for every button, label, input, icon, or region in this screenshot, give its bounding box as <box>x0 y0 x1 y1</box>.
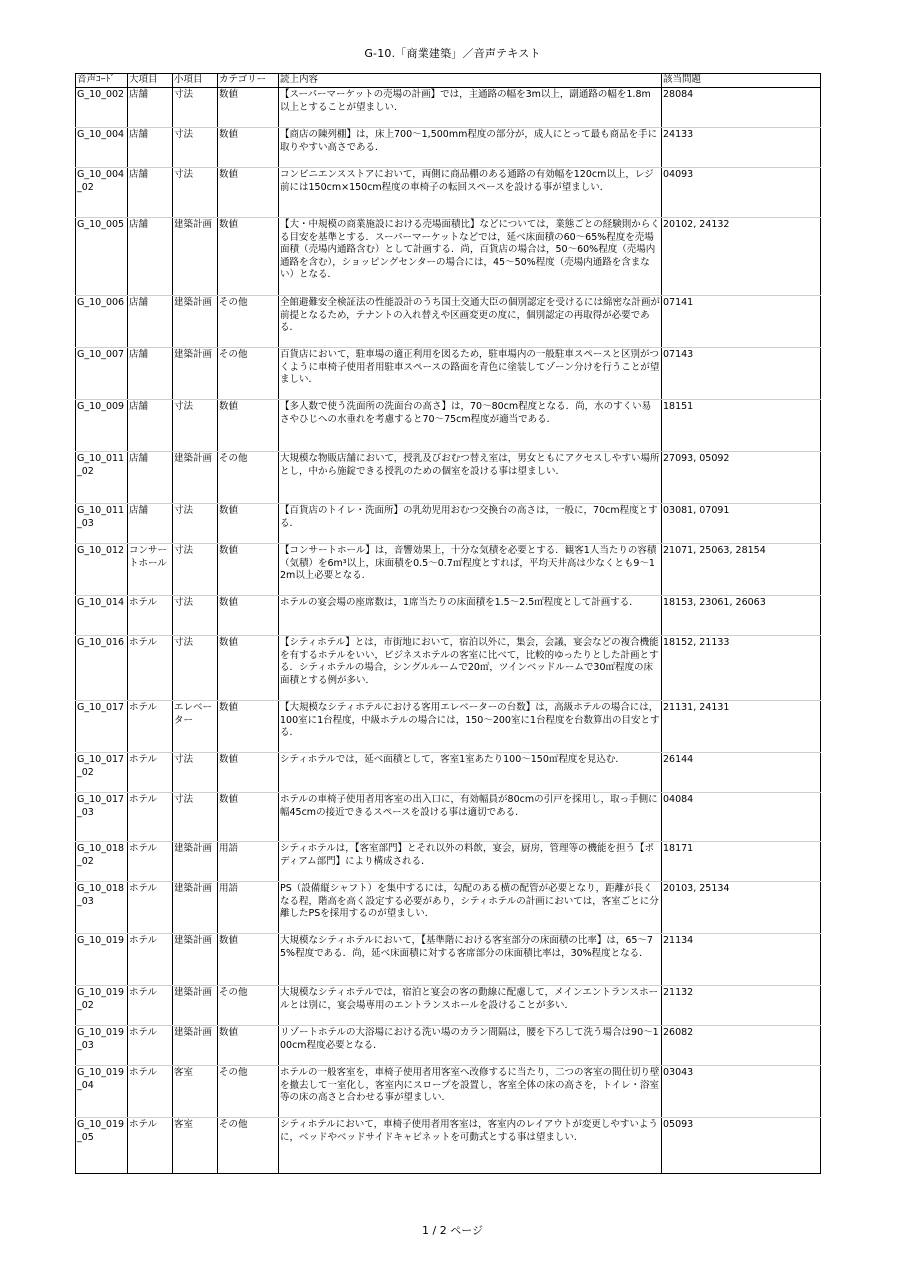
cell-category: 数値 <box>218 793 279 842</box>
cell-ref: 26082 <box>662 1026 821 1066</box>
cell-code: G_10_006 <box>76 296 128 348</box>
cell-minor: 建築計画 <box>173 842 218 882</box>
cell-text: 【百貨店のトイレ・洗面所】の乳幼児用おむつ交換台の高さは，一般に，70cm程度とする． <box>279 504 662 544</box>
cell-text: 【スーパーマーケットの売場の計画】では，主通路の幅を3m以上，副通路の幅を1.8m以上とすることが望ましい． <box>279 88 662 128</box>
cell-minor: 建築計画 <box>173 934 218 986</box>
cell-major: ホテル <box>128 701 173 753</box>
cell-minor: 客室 <box>173 1066 218 1118</box>
table-row <box>76 1118 821 1174</box>
cell-code: G_10_017 <box>76 701 128 753</box>
header-code: 音声ｺｰﾄﾞ <box>76 74 128 88</box>
cell-ref: 27093, 05092 <box>662 452 821 504</box>
cell-text: シティホテルでは，延べ面積として，客室1室あたり100～150㎡程度を見込む． <box>279 753 662 793</box>
cell-code: G_10_019_05 <box>76 1118 128 1174</box>
cell-major: ホテル <box>128 1118 173 1174</box>
cell-major: 店舗 <box>128 452 173 504</box>
cell-category: 数値 <box>218 753 279 793</box>
cell-category: 数値 <box>218 544 279 596</box>
cell-text: 【大規模なシティホテルにおける客用エレベーターの台数】は，高級ホテルの場合には，100室に1台程度，中級ホテルの場合には，150～200室に1台程度を台数算出の目安とする． <box>279 701 662 753</box>
header-minor: 小項目 <box>173 74 218 88</box>
table-row <box>76 753 821 793</box>
cell-category: その他 <box>218 296 279 348</box>
cell-category: 数値 <box>218 596 279 636</box>
cell-ref: 26144 <box>662 753 821 793</box>
cell-ref: 20103, 25134 <box>662 882 821 934</box>
cell-minor: 寸法 <box>173 128 218 168</box>
table-row <box>76 168 821 218</box>
cell-major: 店舗 <box>128 400 173 452</box>
cell-code: G_10_004 <box>76 128 128 168</box>
cell-text: シティホテルは，【客室部門】とそれ以外の料飲，宴会，厨房，管理等の機能を担う【ポディアム部門】により構成される． <box>279 842 662 882</box>
voice-text-table <box>75 73 821 1174</box>
cell-minor: 客室 <box>173 1118 218 1174</box>
cell-text: 【シティホテル】とは，市街地において，宿泊以外に，集会，会議，宴会などの複合機能を有するホテルをいい，ビジネスホテルの客室に比べて，比較的ゆったりとした計画とする．シティホテルの場合，シングルルームで20㎡，ツインベッドルームで30㎡程度の床面積とする例が多い． <box>279 636 662 701</box>
cell-code: G_10_019_04 <box>76 1066 128 1118</box>
table-row <box>76 296 821 348</box>
cell-code: G_10_011_03 <box>76 504 128 544</box>
cell-minor: 寸法 <box>173 636 218 701</box>
cell-code: G_10_012 <box>76 544 128 596</box>
cell-category: 数値 <box>218 504 279 544</box>
cell-text: 百貨店において，駐車場の適正利用を図るため，駐車場内の一般駐車スペースと区別がつくように車椅子使用者用駐車スペースの路面を青色に塗装してゾーン分けを行うことが望ましい． <box>279 348 662 400</box>
cell-minor: 建築計画 <box>173 882 218 934</box>
cell-text: 【多人数で使う洗面所の洗面台の高さ】は，70～80cm程度となる．尚，水のすくい易さやひじへの水垂れを考慮すると70～75cm程度が適当である． <box>279 400 662 452</box>
table-row <box>76 88 821 128</box>
cell-code: G_10_017_03 <box>76 793 128 842</box>
cell-major: 店舗 <box>128 504 173 544</box>
cell-major: ホテル <box>128 793 173 842</box>
cell-ref: 18151 <box>662 400 821 452</box>
cell-major: ホテル <box>128 596 173 636</box>
cell-text: コンビニエンスストアにおいて，両側に商品棚のある通路の有効幅を120cm以上，レジ前には150cm×150cm程度の車椅子の転回スペースを設ける事が望ましい． <box>279 168 662 218</box>
header-ref: 該当問題 <box>662 74 821 88</box>
cell-ref: 21132 <box>662 986 821 1026</box>
cell-ref: 18153, 23061, 26063 <box>662 596 821 636</box>
page-title: G-10.「商業建築」／音声テキスト <box>364 47 541 60</box>
cell-minor: 建築計画 <box>173 452 218 504</box>
table-row <box>76 544 821 596</box>
cell-category: 数値 <box>218 934 279 986</box>
cell-ref: 03043 <box>662 1066 821 1118</box>
table-row <box>76 986 821 1026</box>
cell-ref: 03081, 07091 <box>662 504 821 544</box>
cell-text: 【コンサートホール】は，音響効果上，十分な気積を必要とする．観客1人当たりの容積（気積）を6m³以上，床面積を0.5～0.7㎡程度とすれば，平均天井高は少なくとも9～12m以上必要となる． <box>279 544 662 596</box>
cell-text: 大規模な物販店舗において，授乳及びおむつ替え室は，男女ともにアクセスしやすい場所とし，中から施錠できる授乳のための個室を設ける事は望ましい． <box>279 452 662 504</box>
cell-major: ホテル <box>128 636 173 701</box>
cell-ref: 04093 <box>662 168 821 218</box>
cell-text: ホテルの宴会場の座席数は，1席当たりの床面積を1.5～2.5㎡程度として計画する． <box>279 596 662 636</box>
cell-major: ホテル <box>128 934 173 986</box>
cell-category: 数値 <box>218 636 279 701</box>
cell-minor: 建築計画 <box>173 218 218 296</box>
cell-major: 店舗 <box>128 218 173 296</box>
table-row <box>76 1026 821 1066</box>
cell-minor: 建築計画 <box>173 296 218 348</box>
table-row <box>76 348 821 400</box>
table-row <box>76 596 821 636</box>
cell-major: 店舗 <box>128 128 173 168</box>
cell-code: G_10_004_02 <box>76 168 128 218</box>
cell-category: その他 <box>218 1118 279 1174</box>
cell-major: ホテル <box>128 842 173 882</box>
cell-ref: 24133 <box>662 128 821 168</box>
cell-code: G_10_002 <box>76 88 128 128</box>
table-row <box>76 842 821 882</box>
cell-ref: 21071, 25063, 28154 <box>662 544 821 596</box>
cell-major: 店舗 <box>128 296 173 348</box>
cell-category: その他 <box>218 452 279 504</box>
cell-code: G_10_017_02 <box>76 753 128 793</box>
cell-code: G_10_018_03 <box>76 882 128 934</box>
cell-major: ホテル <box>128 986 173 1026</box>
cell-code: G_10_007 <box>76 348 128 400</box>
cell-text: シティホテルにおいて，車椅子使用者用客室は，客室内のレイアウトが変更しやすいように，ベッドやベッドサイドキャビネットを可動式とする事は望ましい． <box>279 1118 662 1174</box>
cell-major: コンサートホール <box>128 544 173 596</box>
cell-minor: エレベーター <box>173 701 218 753</box>
cell-text: 全館避難安全検証法の性能設計のうち国土交通大臣の個別認定を受けるには綿密な計画が前提となるため，テナントの入れ替えや区画変更の度に，個別認定の再取得が必要である． <box>279 296 662 348</box>
header-text: 読上内容 <box>279 74 662 88</box>
cell-minor: 寸法 <box>173 793 218 842</box>
cell-ref: 07141 <box>662 296 821 348</box>
cell-text: リゾートホテルの大浴場における洗い場のカラン間隔は，腰を下ろして洗う場合は90～100cm程度必要となる． <box>279 1026 662 1066</box>
cell-ref: 07143 <box>662 348 821 400</box>
cell-code: G_10_011_02 <box>76 452 128 504</box>
table-row <box>76 1066 821 1118</box>
cell-ref: 21131, 24131 <box>662 701 821 753</box>
cell-text: ホテルの一般客室を，車椅子使用者用客室へ改修するに当たり，二つの客室の間仕切り壁を撤去して一室化し，客室内にスロープを設置し，客室全体の床の高さを，トイレ・浴室等の床の高さと合わせる事が望ましい． <box>279 1066 662 1118</box>
table-row <box>76 636 821 701</box>
cell-text: 大規模なシティホテルにおいて，【基準階における客室部分の床面積の比率】は，65～75%程度である．尚，延べ床面積に対する客席部分の床面積比率は，30%程度となる． <box>279 934 662 986</box>
table-row <box>76 452 821 504</box>
cell-category: 数値 <box>218 218 279 296</box>
cell-text: 【商店の陳列棚】は，床上700～1,500mm程度の部分が，成人にとって最も商品を手に取りやすい高さである． <box>279 128 662 168</box>
table-row <box>76 400 821 452</box>
cell-major: ホテル <box>128 1066 173 1118</box>
cell-text: ホテルの車椅子使用者用客室の出入口に，有効幅員が80cmの引戸を採用し，取っ手側に幅45cmの接近できるスペースを設ける事は適切である． <box>279 793 662 842</box>
cell-category: その他 <box>218 348 279 400</box>
cell-category: 数値 <box>218 701 279 753</box>
cell-ref: 04084 <box>662 793 821 842</box>
cell-major: 店舗 <box>128 348 173 400</box>
cell-major: ホテル <box>128 882 173 934</box>
cell-minor: 寸法 <box>173 544 218 596</box>
cell-text: 【大・中規模の商業施設における売場面積比】などについては，業態ごとの経験則からくる目安を基準とする．スーパーマーケットなどでは，延べ床面積の60～65%程度を売場面積（売場内通路含む）として計画する．尚，百貨店の場合は，50～60%程度（売場内通路を含む），ショッピングセンターの場合には，45～50%程度（売場内通路を含まない）となる． <box>279 218 662 296</box>
header-category: カテゴリー <box>218 74 279 88</box>
cell-ref: 20102, 24132 <box>662 218 821 296</box>
cell-ref: 18152, 21133 <box>662 636 821 701</box>
cell-category: 数値 <box>218 88 279 128</box>
cell-minor: 寸法 <box>173 88 218 128</box>
cell-minor: 建築計画 <box>173 986 218 1026</box>
cell-ref: 18171 <box>662 842 821 882</box>
cell-minor: 寸法 <box>173 504 218 544</box>
cell-category: 数値 <box>218 1026 279 1066</box>
cell-ref: 28084 <box>662 88 821 128</box>
cell-category: 用語 <box>218 842 279 882</box>
cell-minor: 寸法 <box>173 596 218 636</box>
cell-major: 店舗 <box>128 168 173 218</box>
cell-code: G_10_018_02 <box>76 842 128 882</box>
cell-major: ホテル <box>128 753 173 793</box>
cell-code: G_10_014 <box>76 596 128 636</box>
cell-minor: 建築計画 <box>173 348 218 400</box>
cell-major: 店舗 <box>128 88 173 128</box>
cell-ref: 21134 <box>662 934 821 986</box>
cell-category: その他 <box>218 1066 279 1118</box>
cell-minor: 寸法 <box>173 168 218 218</box>
cell-category: 数値 <box>218 128 279 168</box>
table-row <box>76 504 821 544</box>
cell-code: G_10_019_03 <box>76 1026 128 1066</box>
cell-code: G_10_016 <box>76 636 128 701</box>
cell-code: G_10_019_02 <box>76 986 128 1026</box>
cell-category: 数値 <box>218 168 279 218</box>
cell-code: G_10_019 <box>76 934 128 986</box>
cell-ref: 05093 <box>662 1118 821 1174</box>
cell-major: ホテル <box>128 1026 173 1066</box>
table-row <box>76 218 821 296</box>
cell-code: G_10_009 <box>76 400 128 452</box>
cell-minor: 寸法 <box>173 753 218 793</box>
cell-category: その他 <box>218 986 279 1026</box>
cell-text: PS（設備縦シャフト）を集中するには，勾配のある横の配管が必要となり，距離が長くなる程，階高を高く設定する必要があり，シティホテルの計画においては，客室ごとに分離したPSを採用するのが望ましい． <box>279 882 662 934</box>
cell-minor: 建築計画 <box>173 1026 218 1066</box>
header-row <box>76 74 821 88</box>
table-row <box>76 128 821 168</box>
table-row <box>76 934 821 986</box>
cell-minor: 寸法 <box>173 400 218 452</box>
cell-category: 用語 <box>218 882 279 934</box>
header-major: 大項目 <box>128 74 173 88</box>
table-row <box>76 882 821 934</box>
page-number: 1 / 2 ページ <box>422 1224 483 1237</box>
table-row <box>76 793 821 842</box>
cell-code: G_10_005 <box>76 218 128 296</box>
cell-category: 数値 <box>218 400 279 452</box>
cell-text: 大規模なシティホテルでは，宿泊と宴会の客の動線に配慮して，メインエントランスホールとは別に，宴会場専用のエントランスホールを設けることが多い． <box>279 986 662 1026</box>
table-row <box>76 701 821 753</box>
